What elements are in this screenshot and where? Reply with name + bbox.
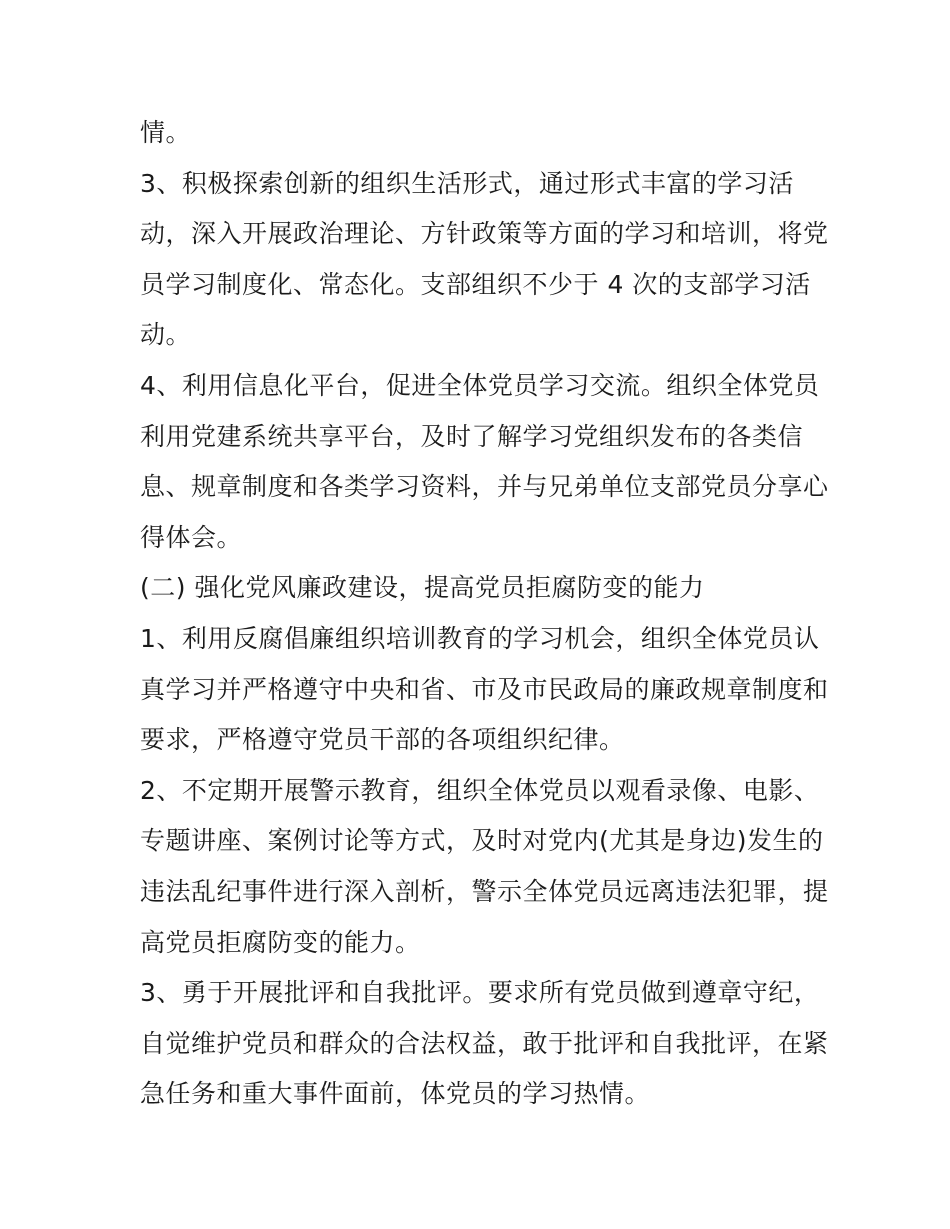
text-line: 要求，严格遵守党员干部的各项组织纪律。 (140, 725, 625, 755)
text-line: 3、积极探索创新的组织生活形式，通过形式丰富的学习活 (140, 168, 794, 198)
text-line: 违法乱纪事件进行深入剖析，警示全体党员远离违法犯罪，提 (140, 876, 829, 906)
text-line: 自觉维护党员和群众的合法权益，敢于批评和自我批评，在紧 (140, 1028, 829, 1058)
text-line: 专题讲座、案例讨论等方式，及时对党内(尤其是身边)发生的 (140, 826, 824, 856)
text-line: 高党员拒腐防变的能力。 (140, 927, 421, 957)
text-line: 利用党建系统共享平台，及时了解学习党组织发布的各类信 (140, 421, 804, 451)
text-line: 息、规章制度和各类学习资料，并与兄弟单位支部党员分享心 (140, 472, 829, 502)
text-line: 2、不定期开展警示教育，组织全体党员以观看录像、电影、 (140, 775, 820, 805)
text-line: 员学习制度化、常态化。支部组织不少于 4 次的支部学习活 (140, 269, 811, 299)
text-line: 1、利用反腐倡廉组织培训教育的学习机会，组织全体党员认 (140, 623, 820, 653)
text-line: 真学习并严格遵守中央和省、市及市民政局的廉政规章制度和 (140, 674, 829, 704)
document-body (140, 108, 829, 1120)
text-line: 动，深入开展政治理论、方针政策等方面的学习和培训，将党 (140, 219, 829, 249)
text-line: 急任务和重大事件面前，体党员的学习热情。 (140, 1079, 651, 1109)
text-line: 得体会。 (140, 522, 243, 552)
text-line: 动。 (140, 320, 192, 350)
text-line: 4、利用信息化平台，促进全体党员学习交流。组织全体党员 (140, 370, 820, 400)
text-line: 情。 (140, 118, 192, 147)
text-line: 3、勇于开展批评和自我批评。要求所有党员做到遵章守纪， (140, 978, 820, 1008)
section-heading: (二) 强化党风廉政建设，提高党员拒腐防变的能力 (140, 573, 705, 603)
